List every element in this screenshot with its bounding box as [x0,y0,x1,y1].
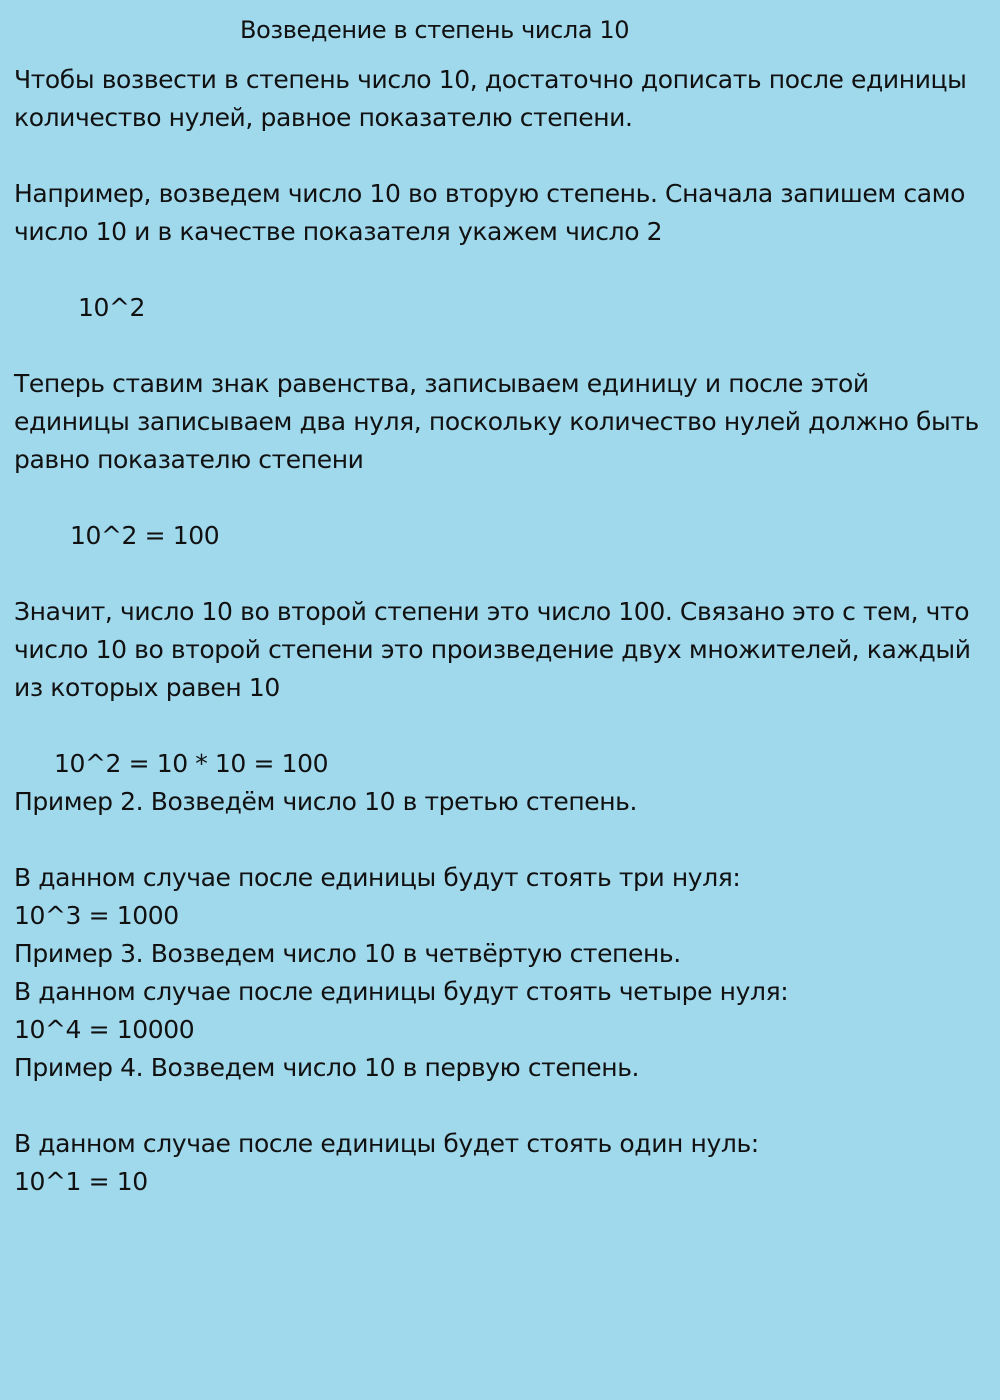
text-line: единицы записываем два нуля, поскольку количество нулей должно быть [14,407,979,436]
text-line: равно показателю степени [14,445,364,474]
formula: 10^4 = 10000 [14,1015,195,1044]
text-line: Например, возведем число 10 во вторую степень. Сначала запишем само [14,179,965,208]
formula: 10^2 = 100 [70,521,220,550]
text-line: В данном случае после единицы будут стоять три нуля: [14,863,741,892]
text-line: Теперь ставим знак равенства, записываем единицу и после этой [14,369,869,398]
text-line: число 10 во второй степени это произведение двух множителей, каждый [14,635,971,664]
text-line: из которых равен 10 [14,673,280,702]
formula: 10^2 = 10 * 10 = 100 [54,749,329,778]
text-line: Пример 3. Возведем число 10 в четвёртую степень. [14,939,681,968]
formula: 10^3 = 1000 [14,901,179,930]
formula: 10^2 [78,293,146,322]
text-line: Пример 4. Возведем число 10 в первую степень. [14,1053,640,1082]
page-title: Возведение в степень числа 10 [240,16,630,44]
text-line: Значит, число 10 во второй степени это число 100. Связано это с тем, что [14,597,970,626]
text-line: количество нулей, равное показателю степени. [14,103,633,132]
text-line: Пример 2. Возведём число 10 в третью степень. [14,787,638,816]
formula: 10^1 = 10 [14,1167,148,1196]
text-line: В данном случае после единицы будет стоять один нуль: [14,1129,759,1158]
text-line: В данном случае после единицы будут стоять четыре нуля: [14,977,789,1006]
text-line: Чтобы возвести в степень число 10, достаточно дописать после единицы [14,65,967,94]
text-line: число 10 и в качестве показателя укажем число 2 [14,217,663,246]
